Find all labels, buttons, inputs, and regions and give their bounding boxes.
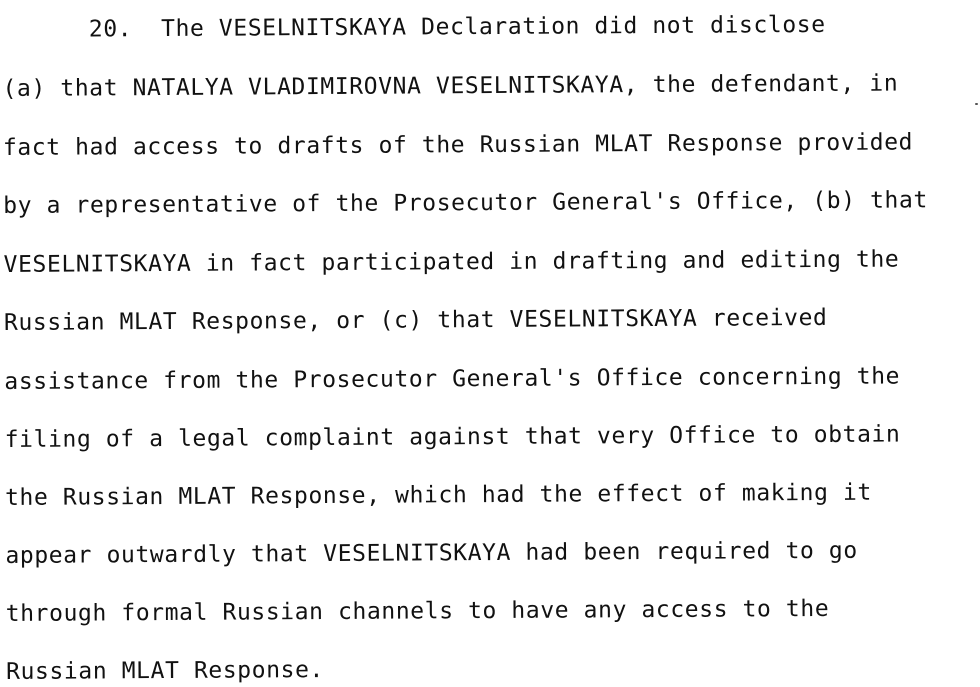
text-line-9: the Russian MLAT Response, which had the effect of making it [4,479,872,511]
scan-speck [975,103,978,105]
text-line-5: VESELNITSKAYA in fact participated in drafting and editing the [3,246,900,278]
text-line-4: by a representative of the Prosecutor General's Office, (b) that [3,187,928,219]
text-line-2: (a) that NATALYA VLADIMIROVNA VESELNITSKAYA, the defendant, in [2,70,899,102]
text-line-7: assistance from the Prosecutor General's Office concerning the [4,363,901,395]
text-line-8: filing of a legal complaint against that very Office to obtain [4,421,901,453]
text-line-3: fact had access to drafts of the Russian MLAT Response provided [2,129,914,161]
text-line-10: appear outwardly that VESELNITSKAYA had been required to go [5,537,858,569]
text-line-12: Russian MLAT Response. [6,657,325,685]
text-line-1: 20. The VESELNITSKAYA Declaration did not disclose [2,11,826,43]
text-line-11: through formal Russian channels to have any access to the [5,595,830,627]
text-line-6: Russian MLAT Response, or (c) that VESELNITSKAYA received [3,304,828,336]
